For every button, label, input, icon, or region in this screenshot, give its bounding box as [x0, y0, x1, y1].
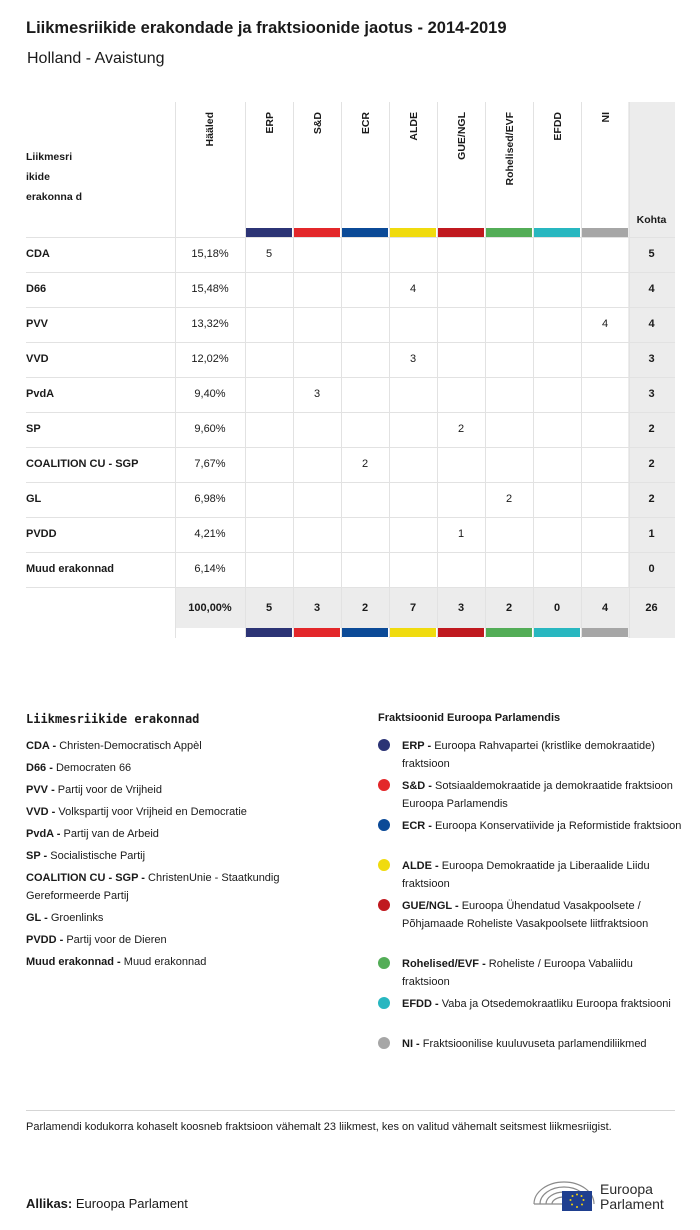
chart-title: Liikmesriikide erakondade ja fraktsioonide jaotus - 2014-2019 [26, 19, 507, 37]
group-legend-name: Vaba ja Otsedemokraatliku Euroopa fraktsiooni [441, 998, 671, 1010]
row-party-0: CDA [26, 248, 50, 260]
party-legend-name: ChristenUnie - Staatkundig Gereformeerde Partij [26, 872, 280, 902]
total-seat-1: 3 [313, 602, 321, 614]
group-color-bar-top-3 [390, 228, 436, 237]
row-total-4: 3 [648, 388, 655, 400]
group-color-bar-top-1 [294, 228, 340, 237]
row-seat-4-1: 3 [313, 388, 321, 400]
column-divider [341, 102, 342, 638]
group-color-dot [378, 1037, 390, 1049]
group-header-4: GUE/NGL [456, 112, 468, 160]
source-value: Euroopa Parlament [75, 1196, 188, 1211]
party-legend-item [26, 825, 346, 843]
group-color-bar-bottom-6 [534, 628, 580, 637]
party-legend-name: Muud erakonnad [123, 956, 207, 968]
row-party-6: COALITION CU - SGP [26, 458, 139, 470]
group-header-7: NI [600, 112, 612, 123]
row-party-1: D66 [26, 283, 47, 295]
group-legend-abbr: ERP - [402, 740, 435, 752]
row-votes-0: 15,18% [191, 248, 229, 260]
group-color-bar-top-7 [582, 228, 628, 237]
party-legend-abbr: GL - [26, 912, 51, 924]
row-total-3: 3 [648, 353, 655, 365]
group-legend-name: Sotsiaaldemokraatide ja demokraatide fraktsioon Euroopa Parlamendis [402, 780, 673, 810]
total-seat-5: 2 [505, 602, 513, 614]
group-legend-abbr: ALDE - [402, 860, 442, 872]
group-legend-abbr: GUE/NGL - [402, 900, 462, 912]
party-legend-item [26, 909, 346, 927]
row-seat-1-3: 4 [409, 283, 417, 295]
party-legend-abbr: PVDD - [26, 934, 67, 946]
group-header-6: EFDD [552, 112, 564, 141]
row-total-6: 2 [648, 458, 655, 470]
row-party-3: VVD [26, 353, 49, 365]
total-seats: 26 [645, 602, 658, 614]
party-legend-abbr: Muud erakonnad - [26, 956, 124, 968]
group-legend-name: Euroopa Demokraatide ja Liberaalide Liidu fraktsioon [402, 860, 650, 890]
header-divider [26, 237, 675, 238]
row-divider [26, 587, 675, 588]
row-total-8: 1 [648, 528, 655, 540]
group-legend-text [402, 955, 682, 991]
group-color-dot [378, 859, 390, 871]
row-divider [26, 552, 675, 553]
column-divider [437, 102, 438, 638]
total-seat-0: 5 [265, 602, 273, 614]
party-legend-name: Partij voor de Dieren [66, 934, 167, 946]
row-votes-7: 6,98% [194, 493, 226, 505]
total-seat-3: 7 [409, 602, 417, 614]
group-legend-name: Roheliste / Euroopa Vabaliidu fraktsioon [402, 958, 633, 988]
row-divider [26, 447, 675, 448]
row-seat-6-2: 2 [361, 458, 369, 470]
group-color-bar-bottom-1 [294, 628, 340, 637]
row-divider [26, 482, 675, 483]
row-votes-2: 13,32% [191, 318, 229, 330]
group-legend-text [402, 817, 682, 835]
row-party-8: PVDD [26, 528, 57, 540]
row-total-9: 0 [648, 563, 655, 575]
group-color-bar-top-2 [342, 228, 388, 237]
total-seat-4: 3 [457, 602, 465, 614]
party-legend-abbr: D66 - [26, 762, 56, 774]
party-legend-abbr: SP - [26, 850, 51, 862]
logo-line-1: Euroopa [600, 1181, 653, 1197]
logo-text [600, 1182, 664, 1212]
group-header-5: Rohelised/EVF [504, 112, 516, 186]
group-legend-name: Fraktsioonilise kuuluvuseta parlamendiliikmed [422, 1038, 647, 1050]
row-votes-5: 9,60% [194, 423, 226, 435]
votes-column-header: Hääled [204, 112, 216, 147]
total-votes: 100,00% [188, 602, 232, 614]
row-votes-6: 7,67% [194, 458, 226, 470]
column-divider [293, 102, 294, 638]
group-legend-abbr: ECR - [402, 820, 435, 832]
row-divider [26, 412, 675, 413]
column-divider [245, 102, 246, 638]
group-legend-name: Euroopa Rahvapartei (kristlike demokraatide) fraktsioon [402, 740, 655, 770]
group-color-bar-top-5 [486, 228, 532, 237]
group-legend-text [402, 897, 682, 933]
party-legend-abbr: PvdA - [26, 828, 64, 840]
group-color-bar-bottom-4 [438, 628, 484, 637]
party-legend-item [26, 759, 346, 777]
group-color-bar-top-4 [438, 228, 484, 237]
party-legend-name: Democraten 66 [55, 762, 132, 774]
row-party-5: SP [26, 423, 41, 435]
row-votes-3: 12,02% [191, 353, 229, 365]
group-legend-title: Fraktsioonid Euroopa Parlamendis [378, 712, 561, 724]
seats-column-header: Kohta [636, 214, 667, 226]
group-legend-abbr: Rohelised/EVF - [402, 958, 489, 970]
group-color-bar-bottom-2 [342, 628, 388, 637]
group-legend-text [402, 995, 682, 1013]
party-legend-item [26, 737, 346, 755]
footnote: Parlamendi kodukorra kohaselt koosneb fraktsioon vähemalt 23 liikmest, kes on valitud vähemalt seitsmest liikmesriigist. [26, 1121, 612, 1133]
group-header-2: ECR [360, 112, 372, 135]
group-color-bar-bottom-3 [390, 628, 436, 637]
group-color-dot [378, 739, 390, 751]
group-legend-name: Euroopa Ühendatud Vasakpoolsete / Põhjamaade Roheliste Vasakpoolsete liitfraktsioon [402, 900, 649, 930]
row-divider [26, 272, 675, 273]
party-legend-name: Partij voor de Vrijheid [57, 784, 162, 796]
group-header-3: ALDE [408, 112, 420, 141]
group-legend-name: Euroopa Konservatiivide ja Reformistide fraktsioon [435, 820, 682, 832]
party-legend-name: Groenlinks [50, 912, 104, 924]
group-color-bar-top-0 [246, 228, 292, 237]
chart-subtitle: Holland - Avaistung [27, 50, 165, 67]
group-color-dot [378, 957, 390, 969]
row-party-9: Muud erakonnad [26, 563, 115, 575]
party-legend-name: Volkspartij voor Vrijheid en Democratie [58, 806, 247, 818]
row-total-7: 2 [648, 493, 655, 505]
party-legend-abbr: CDA - [26, 740, 60, 752]
row-party-4: PvdA [26, 388, 55, 400]
group-legend-text [402, 857, 682, 893]
party-legend-item [26, 953, 346, 971]
row-votes-9: 6,14% [194, 563, 226, 575]
row-divider [26, 517, 675, 518]
party-legend-item [26, 931, 346, 949]
total-seat-2: 2 [361, 602, 369, 614]
logo-line-2: Parlament [600, 1196, 664, 1212]
group-color-dot [378, 899, 390, 911]
row-seat-5-4: 2 [457, 423, 465, 435]
group-color-bar-bottom-7 [582, 628, 628, 637]
party-legend-name: Partij van de Arbeid [63, 828, 159, 840]
group-header-0: ERP [264, 112, 276, 134]
party-legend-title: Liikmesriikide erakonnad [26, 712, 200, 726]
row-divider [26, 307, 675, 308]
row-votes-8: 4,21% [194, 528, 226, 540]
group-color-dot [378, 819, 390, 831]
party-legend-item [26, 869, 346, 905]
group-legend-text [402, 737, 682, 773]
row-party-7: GL [26, 493, 42, 505]
party-legend-item [26, 847, 346, 865]
group-legend-abbr: S&D - [402, 780, 435, 792]
column-divider [533, 102, 534, 638]
source [26, 1196, 188, 1211]
party-column-header: Liikmesri ikide erakonna d [26, 151, 83, 203]
footnote-divider [26, 1110, 675, 1111]
row-total-1: 4 [648, 283, 655, 295]
group-legend-abbr: NI - [402, 1038, 423, 1050]
party-legend-abbr: VVD - [26, 806, 59, 818]
group-legend-text [402, 777, 682, 813]
row-total-5: 2 [648, 423, 655, 435]
column-divider [389, 102, 390, 638]
party-legend-item [26, 803, 346, 821]
row-seat-8-4: 1 [457, 528, 465, 540]
column-divider [629, 102, 630, 638]
source-label: Allikas: [26, 1196, 73, 1211]
group-color-bar-bottom-5 [486, 628, 532, 637]
column-divider [485, 102, 486, 638]
seats-column-background [628, 102, 675, 638]
group-color-bar-top-6 [534, 228, 580, 237]
party-legend-name: Christen-Democratisch Appèl [59, 740, 202, 752]
group-legend-text [402, 1035, 682, 1053]
group-header-1: S&D [312, 112, 324, 135]
column-divider [175, 102, 176, 638]
row-divider [26, 377, 675, 378]
row-total-2: 4 [648, 318, 655, 330]
party-legend-abbr: COALITION CU - SGP - [26, 872, 149, 884]
group-color-bar-bottom-0 [246, 628, 292, 637]
row-votes-4: 9,40% [194, 388, 226, 400]
group-legend-abbr: EFDD - [402, 998, 442, 1010]
group-color-dot [378, 779, 390, 791]
row-votes-1: 15,48% [191, 283, 229, 295]
total-seat-7: 4 [601, 602, 609, 614]
party-legend-item [26, 781, 346, 799]
row-seat-3-3: 3 [409, 353, 417, 365]
row-seat-7-5: 2 [505, 493, 513, 505]
row-divider [26, 342, 675, 343]
column-divider [581, 102, 582, 638]
group-color-dot [378, 997, 390, 1009]
party-legend-name: Socialistische Partij [50, 850, 146, 862]
party-legend-abbr: PVV - [26, 784, 58, 796]
row-seat-0-0: 5 [265, 248, 273, 260]
total-seat-6: 0 [553, 602, 561, 614]
row-total-0: 5 [648, 248, 655, 260]
row-party-2: PVV [26, 318, 49, 330]
row-seat-2-7: 4 [601, 318, 609, 330]
